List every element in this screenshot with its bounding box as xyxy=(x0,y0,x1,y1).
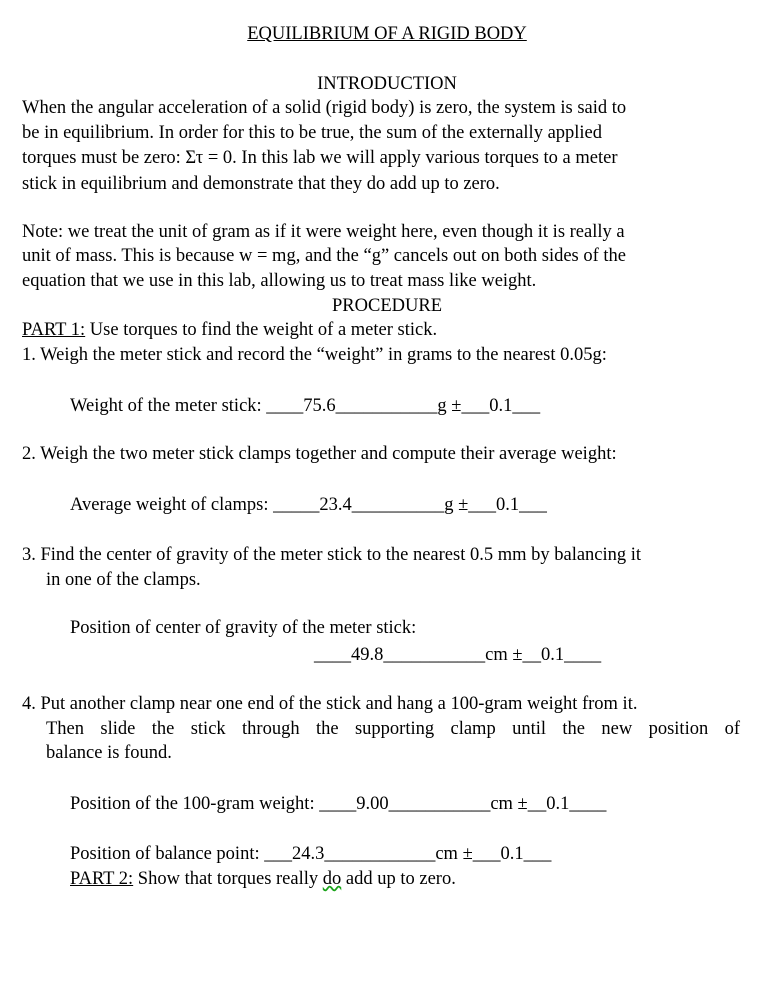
step3-text: 3. Find the center of gravity of the meter stick to the nearest 0.5 mm by balancing it xyxy=(22,545,642,565)
part2-text-end: add up to zero. xyxy=(341,869,456,889)
procedure-heading: PROCEDURE xyxy=(332,296,442,316)
intro-line: be in equilibrium. In order for this to be true, the sum of the externally applied xyxy=(22,123,603,143)
part1-heading xyxy=(22,317,437,343)
step4-text-cont: Then slide the stick through the supporting clamp until the new position of xyxy=(46,719,740,739)
step3-prompt: Position of center of gravity of the meter stick: xyxy=(70,618,417,638)
step2-answer: Average weight of clamps: _____23.4__________g ±___0.1___ xyxy=(70,495,547,515)
part2-spellcheck-word: do xyxy=(322,869,342,889)
intro-line: stick in equilibrium and demonstrate that they do add up to zero. xyxy=(22,174,500,194)
part2-heading xyxy=(70,866,456,892)
step3-answer: ____49.8___________cm ±__0.1____ xyxy=(314,645,602,665)
part2-text: Show that torques really xyxy=(133,869,323,889)
step3-text-cont: in one of the clamps. xyxy=(46,570,201,590)
step1-answer: Weight of the meter stick: ____75.6___________g ±___0.1___ xyxy=(70,396,541,416)
document-title: EQUILIBRIUM OF A RIGID BODY xyxy=(247,24,527,44)
part2-label: PART 2: xyxy=(70,869,134,889)
intro-line: When the angular acceleration of a solid (rigid body) is zero, the system is said to xyxy=(22,98,627,118)
part1-text: Use torques to find the weight of a meter stick. xyxy=(85,320,438,340)
step1-text: 1. Weigh the meter stick and record the “weight” in grams to the nearest 0.05g: xyxy=(22,345,607,365)
step4-answer-weight: Position of the 100-gram weight: ____9.00___________cm ±__0.1____ xyxy=(70,794,607,814)
intro-line: torques must be zero: Στ = 0. In this lab we will apply various torques to a meter xyxy=(22,148,618,168)
step2-text: 2. Weigh the two meter stick clamps together and compute their average weight: xyxy=(22,444,617,464)
step4-text-cont: balance is found. xyxy=(46,743,172,763)
step4-text: 4. Put another clamp near one end of the stick and hang a 100-gram weight from it. xyxy=(22,694,638,714)
part1-label: PART 1: xyxy=(22,320,86,340)
note-line: equation that we use in this lab, allowing us to treat mass like weight. xyxy=(22,271,537,291)
step4-answer-balance: Position of balance point: ___24.3____________cm ±___0.1___ xyxy=(70,844,552,864)
note-line: unit of mass. This is because w = mg, and the “g” cancels out on both sides of the xyxy=(22,246,627,266)
introduction-heading: INTRODUCTION xyxy=(317,74,457,94)
note-line: Note: we treat the unit of gram as if it were weight here, even though it is really a xyxy=(22,222,625,242)
